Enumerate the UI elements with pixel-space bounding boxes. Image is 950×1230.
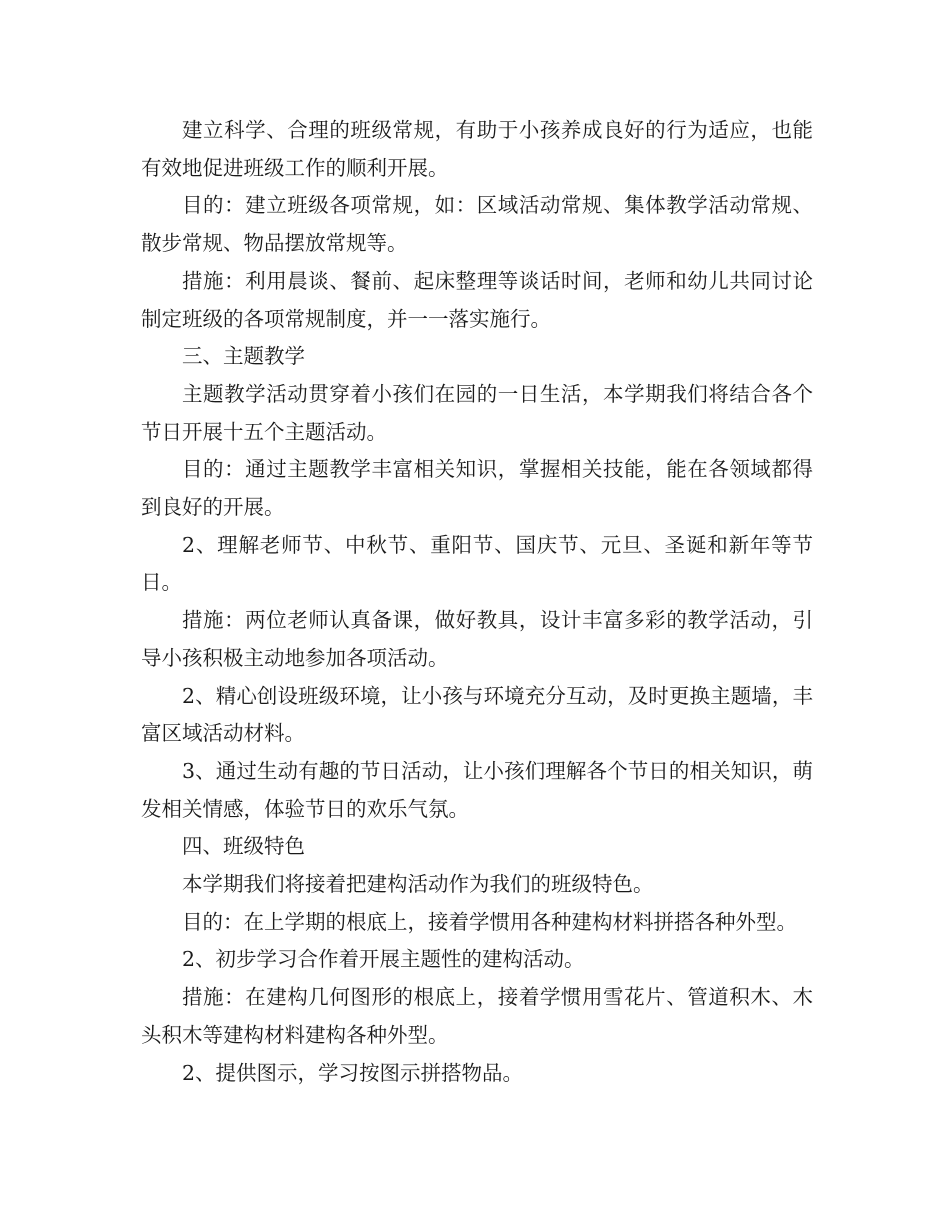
section-heading-class-feature: 四、班级特色 xyxy=(182,834,305,859)
document-body xyxy=(141,112,813,1092)
paragraph-rules-goal: 目的：建立班级各项常规，如：区域活动常规、集体教学活动常规、散步常规、物品摆放常规等。 xyxy=(141,193,813,256)
section-heading-theme-teaching: 三、主题教学 xyxy=(182,344,305,369)
paragraph-class-rules-intro: 建立科学、合理的班级常规，有助于小孩养成良好的行为适应，也能有效地促进班级工作的顺利开展。 xyxy=(141,118,813,180)
paragraph-theme-measures: 措施：两位老师认真备课，做好教具，设计丰富多彩的教学活动，引导小孩积极主动地参加各项活动。 xyxy=(141,608,813,670)
paragraph-feature-measures-2: 2、提供图示，学习按图示拼搭物品。 xyxy=(182,1060,524,1085)
paragraph-feature-intro: 本学期我们将接着把建构活动作为我们的班级特色。 xyxy=(182,872,654,897)
paragraph-theme-intro: 主题教学活动贯穿着小孩们在园的一日生活，本学期我们将结合各个节日开展十五个主题活动。 xyxy=(141,381,813,444)
paragraph-feature-goal-2: 2、初步学习合作着开展主题性的建构活动。 xyxy=(182,947,585,972)
paragraph-feature-goal: 目的：在上学期的根底上，接着学惯用各种建构材料拼搭各种外型。 xyxy=(182,909,797,934)
paragraph-theme-measures-3: 3、通过生动有趣的节日活动，让小孩们理解各个节日的相关知识，萌发相关情感，体验节日的欢乐气氛。 xyxy=(141,758,813,821)
paragraph-theme-measures-2: 2、精心创设班级环境，让小孩与环境充分互动，及时更换主题墙，丰富区域活动材料。 xyxy=(141,683,813,746)
paragraph-rules-measures: 措施：利用晨谈、餐前、起床整理等谈话时间，老师和幼儿共同讨论制定班级的各项常规制度，并一一落实施行。 xyxy=(141,268,813,331)
paragraph-theme-goal: 目的：通过主题教学丰富相关知识，掌握相关技能，能在各领域都得到良好的开展。 xyxy=(141,457,813,520)
paragraph-theme-goal-2: 2、理解老师节、中秋节、重阳节、国庆节、元旦、圣诞和新年等节日。 xyxy=(141,532,813,595)
paragraph-feature-measures: 措施：在建构几何图形的根底上，接着学惯用雪花片、管道积木、木头积木等建构材料建构各种外型。 xyxy=(141,985,813,1047)
